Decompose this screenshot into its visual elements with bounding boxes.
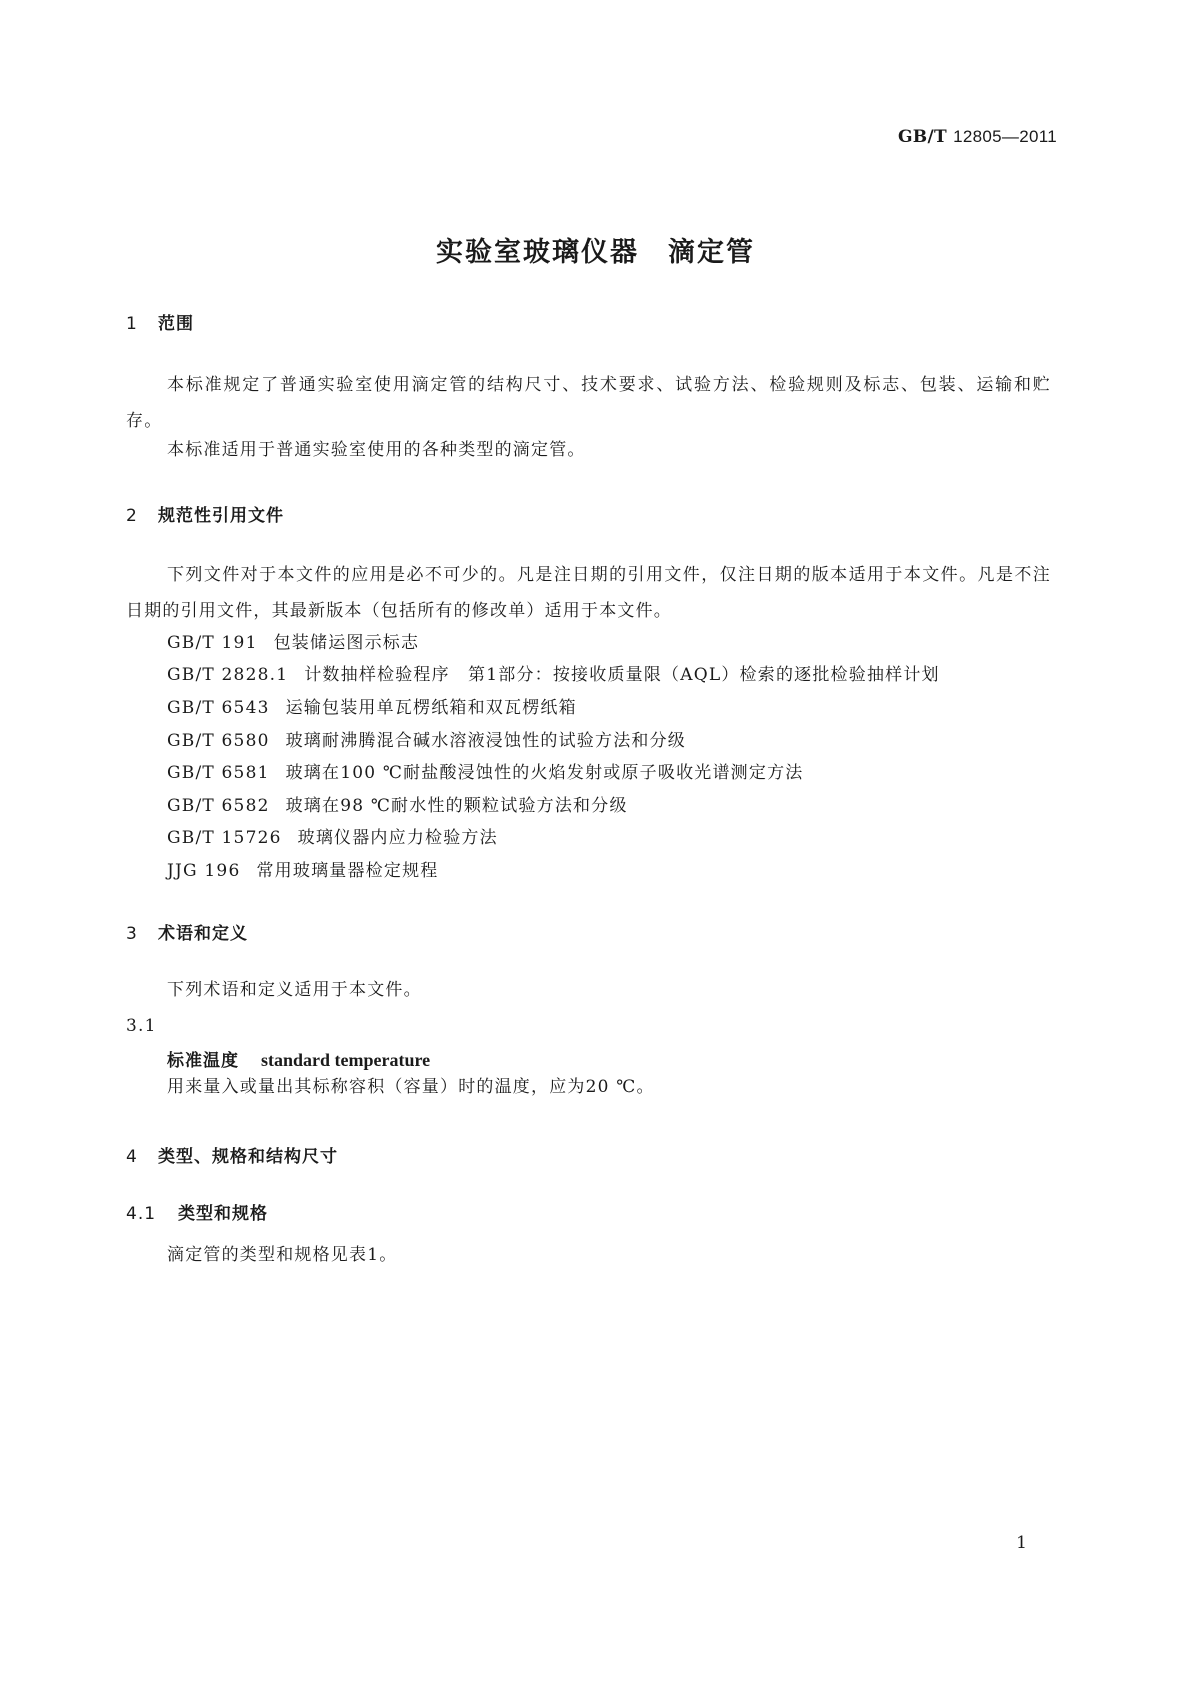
subsection-4-1-heading [126,1199,268,1224]
section-3-paragraph-1: 下列术语和定义适用于本文件。 [167,980,422,1000]
document-title: 实验室玻璃仪器 滴定管 [436,237,755,268]
section-4-heading [126,1142,338,1167]
section-number: 4 [126,1147,138,1167]
reference-code: GB/T 2828.1 [167,665,289,685]
reference-code: GB/T 6581 [167,763,270,783]
reference-title: 玻璃在100 ℃耐盐酸浸蚀性的火焰发射或原子吸收光谱测定方法 [285,763,804,783]
section-2-paragraph-1: 下列文件对于本文件的应用是必不可少的。凡是注日期的引用文件，仅注日期的版本适用于本文件。凡是不注日期的引用文件，其最新版本（包括所有的修改单）适用于本文件。 [126,565,1051,621]
reference-item [167,823,498,848]
section-number: 1 [126,314,138,334]
reference-code: JJG 196 [167,861,241,881]
reference-item [167,660,940,685]
term-english: standard temperature [261,1050,431,1070]
reference-code: GB/T 191 [167,633,258,653]
reference-title: 包装储运图示标志 [273,633,420,653]
reference-item [167,791,628,816]
section-number: 2 [126,506,138,526]
reference-item [167,758,803,783]
reference-code: GB/T 6582 [167,796,270,816]
reference-code: GB/T 6543 [167,698,270,718]
reference-item [167,628,419,653]
reference-title: 玻璃在98 ℃耐水性的颗粒试验方法和分级 [285,796,628,816]
section-2-heading [126,501,284,526]
reference-title: 玻璃仪器内应力检验方法 [297,828,498,848]
standard-code [898,127,1057,147]
standard-prefix: GB/T [897,127,947,147]
reference-title: 玻璃耐沸腾混合碱水溶液浸蚀性的试验方法和分级 [285,731,687,751]
section-1-paragraph-1: 本标准规定了普通实验室使用滴定管的结构尺寸、技术要求、试验方法、检验规则及标志、包装、运输和贮存。 [126,375,1051,431]
term-heading [167,1046,430,1071]
standard-number: 12805—2011 [953,127,1057,146]
section-4-paragraph-1: 滴定管的类型和规格见表1。 [167,1245,398,1265]
section-number: 3 [126,924,138,944]
section-1-paragraph-2: 本标准适用于普通实验室使用的各种类型的滴定管。 [167,440,586,460]
section-3-heading [126,919,248,944]
reference-item [167,726,686,751]
section-title: 范围 [158,314,194,334]
reference-code: GB/T 15726 [167,828,282,848]
section-title: 规范性引用文件 [158,506,284,526]
reference-title: 计数抽样检验程序 第1部分：按接收质量限（AQL）检索的逐批检验抽样计划 [304,665,940,685]
reference-code: GB/T 6580 [167,731,270,751]
section-title: 术语和定义 [158,924,248,944]
term-chinese: 标准温度 [167,1051,239,1071]
subsection-number: 4.1 [126,1204,157,1224]
subsection-title: 类型和规格 [178,1204,268,1224]
term-number: 3.1 [126,1016,157,1036]
reference-item [167,693,577,718]
section-1-heading [126,309,194,334]
reference-title: 运输包装用单瓦楞纸箱和双瓦楞纸箱 [285,698,577,718]
reference-item [167,856,438,881]
reference-title: 常用玻璃量器检定规程 [256,861,439,881]
term-definition: 用来量入或量出其标称容积（容量）时的温度，应为20 ℃。 [167,1077,655,1097]
section-title: 类型、规格和结构尺寸 [158,1147,338,1167]
page-number: 1 [1016,1533,1027,1553]
